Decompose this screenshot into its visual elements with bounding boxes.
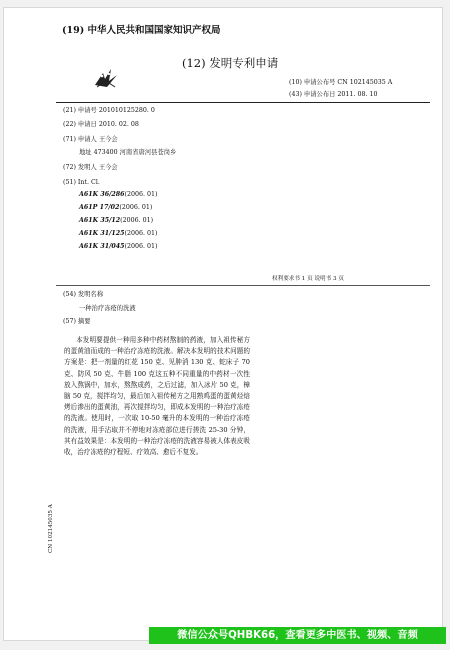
publication-date: (43) 申请公布日 2011. 08. 10: [289, 91, 378, 98]
ipc-entry: A61K 35/12(2006. 01): [79, 217, 154, 224]
patent-page: [4, 8, 442, 640]
page-counts: 权利要求书 1 页 说明书 3 页: [272, 276, 344, 282]
publication-number: (10) 申请公布号 CN 102145035 A: [289, 79, 393, 86]
application-number: (21) 申请号 201010125280. 0: [63, 107, 155, 114]
inventor: (72) 发明人 王今会: [63, 164, 118, 171]
ipc-entry: A61K 31/045(2006. 01): [79, 243, 158, 250]
applicant: (71) 申请人 王今会: [63, 136, 118, 143]
header-rule: [56, 102, 430, 103]
int-cl-label: (51) Int. Cl.: [63, 179, 100, 186]
abstract-text: [64, 335, 250, 458]
side-publication-number: CN 102145035 A: [48, 504, 54, 553]
biblio-rule: [56, 285, 430, 286]
document-type: (12) 发明专利申请: [182, 56, 279, 70]
filing-date: (22) 申请日 2010. 02. 08: [63, 121, 139, 128]
office-name: (19) 中华人民共和国国家知识产权局: [62, 25, 221, 36]
ipc-entry: A61K 31/125(2006. 01): [79, 230, 158, 237]
abstract-label: (57) 摘要: [63, 318, 91, 325]
invention-name-label: (54) 发明名称: [63, 291, 104, 298]
invention-name: 一种治疗冻疮的洗液: [79, 305, 136, 312]
applicant-address: 地址 473400 河南省唐河县苍岗乡: [79, 149, 177, 156]
ipc-entry: A61K 36/286(2006. 01): [79, 191, 158, 198]
ipc-entry: A61P 17/02(2006. 01): [79, 204, 153, 211]
promo-banner: 微信公众号QHBK66，查看更多中医书、视频、音频: [149, 627, 446, 644]
abstract-body: 本发明要提供一种用多种中药材熬制的药液，加入祖传秘方的蛋黄油而成的一种治疗冻疮的洗液。解决本发明的技术问题的方案是：把一剂量的红花 150 克、见肿消 130 克、蛇床子 70 克、防风 50 克、牛脂 100 克这五种不同重量的中药材一次性放入熬锅中，加水，熬熬成药，之后过滤，加入冰片 50 克，樟脑 50 克，搅拌均匀，最后加入祖传秘方之用熟鸡蛋的蛋黄烃焙烤后渗出的蛋黄油，再次搅拌均匀，即成本发明的一种治疗冻疮的洗液。使用时，一次取 10-50 毫升的本发明的一种治疗冻疮的洗液，用手沾取并不停地对冻疮部位进行搓洗 25-30 分钟，其有益效果是：本发明的一种治疗冻疮的洗液容易被人体表皮吸收，治疗冻疮的疗程短、疗效高、愈后不复发。: [64, 336, 250, 457]
cnipa-emblem-icon: [93, 65, 119, 91]
